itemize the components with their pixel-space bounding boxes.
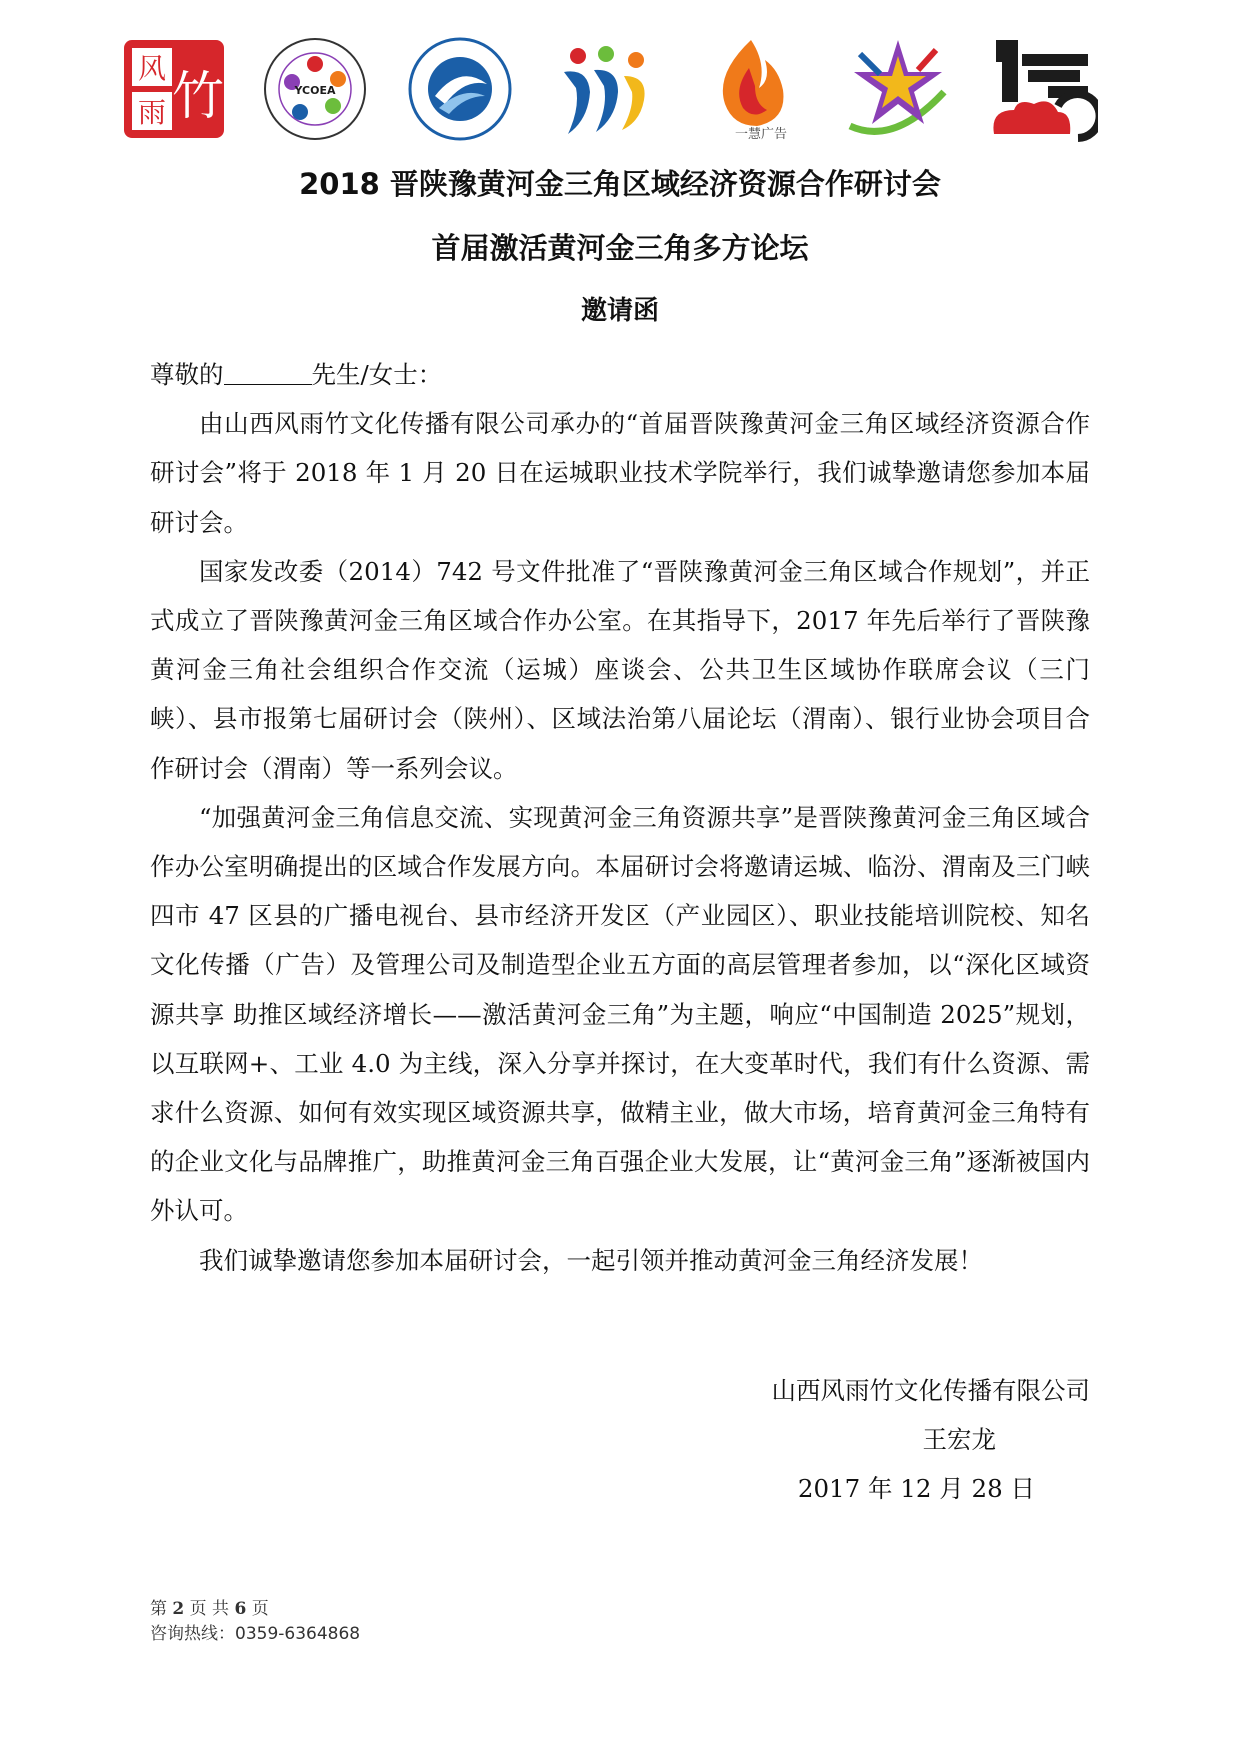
conference-title: 2018 晋陕豫黄河金三角区域经济资源合作研讨会 — [299, 167, 941, 201]
seal-char-yu: 雨 — [137, 96, 167, 129]
signature-person: 王宏龙 — [922, 1425, 996, 1454]
hotline-label: 咨询热线： — [150, 1624, 235, 1644]
seal-char-feng: 风 — [137, 52, 167, 85]
page-current: 2 — [172, 1599, 185, 1619]
star-logo — [840, 34, 950, 144]
invitation-heading: 邀请函 — [580, 296, 659, 326]
fengyuzhu-logo — [120, 34, 230, 144]
salutation-suffix: 先生/女士： — [311, 360, 443, 389]
runner-figures-logo — [550, 34, 660, 144]
logo-strip — [120, 34, 1120, 144]
ycoea-text: YCOEA — [294, 84, 336, 97]
signature-company: 山西风雨竹文化传播有限公司 — [771, 1376, 1090, 1405]
page-prefix: 第 — [150, 1599, 167, 1619]
paragraph-2: 国家发改委（2014）742 号文件批准了“晋陕豫黄河金三角区域合作规划”，并正式成立了晋陕豫黄河金三角区域合作办公室。在其指导下，2017 年先后举行了晋陕豫黄河金三角社会组织合作交流（运城）座谈会、公共卫生区域协作联席会议（三门峡）、县市报第七届研讨会（陕州）、区域法治第八届论坛（渭南）、银行业协会项目合作研讨会（渭南）等一系列会议。 — [150, 556, 1090, 783]
hotline — [150, 1619, 360, 1644]
salutation-prefix: 尊敬的 — [150, 360, 224, 389]
page-mid: 页 共 — [189, 1599, 230, 1619]
seal-char-zhu: 竹 — [171, 67, 225, 127]
page-number — [150, 1594, 269, 1619]
page-total: 6 — [234, 1599, 247, 1619]
black-red-emblem-logo — [988, 34, 1098, 144]
forum-title: 首届激活黄河金三角多方论坛 — [431, 231, 809, 265]
letter-body — [150, 350, 1090, 1285]
paragraph-3: “加强黄河金三角信息交流、实现黄河金三角资源共享”是晋陕豫黄河金三角区域合作办公室明确提出的区域合作发展方向。本届研讨会将邀请运城、临汾、渭南及三门峡四市 47 区县的广播电视台、县市经济开发区（产业园区）、职业技能培训院校、知名文化传播（广告）及管理公司及制造型企业五方面的高层管理者参加，以“深化区域资源共享 助推区域经济增长——激活黄河金三角”为主题，响应“中国制造 2025”规划，以互联网+、工业 4.0 为主线，深入分享并探讨，在大变革时代，我们有什么资源、需求什么资源、如何有效实现区域资源共享，做精主业，做大市场，培育黄河金三角特有的企业文化与品牌推广，助推黄河金三角百强企业大发展，让“黄河金三角”逐渐被国内外认可。 — [150, 802, 1090, 1226]
yuncheng-polytechnic-logo — [405, 34, 515, 144]
paragraph-4: 我们诚挚邀请您参加本届研讨会，一起引领并推动黄河金三角经济发展！ — [199, 1245, 983, 1275]
signature-date: 2017 年 12 月 28 日 — [797, 1474, 1035, 1503]
page-suffix: 页 — [251, 1599, 269, 1619]
yihui-text: 一慧广告 — [734, 127, 788, 142]
paragraph-1: 由山西风雨竹文化传播有限公司承办的“首届晋陕豫黄河金三角区域经济资源合作研讨会”将于 2018 年 1 月 20 日在运城职业技术学院举行，我们诚挚邀请您参加本届研讨会。 — [150, 409, 1090, 537]
ycoea-logo — [260, 34, 370, 144]
hotline-number: 0359-6364868 — [235, 1624, 361, 1644]
name-blank — [224, 358, 312, 385]
salutation — [150, 350, 1090, 399]
yihui-advertising-logo — [695, 34, 805, 144]
